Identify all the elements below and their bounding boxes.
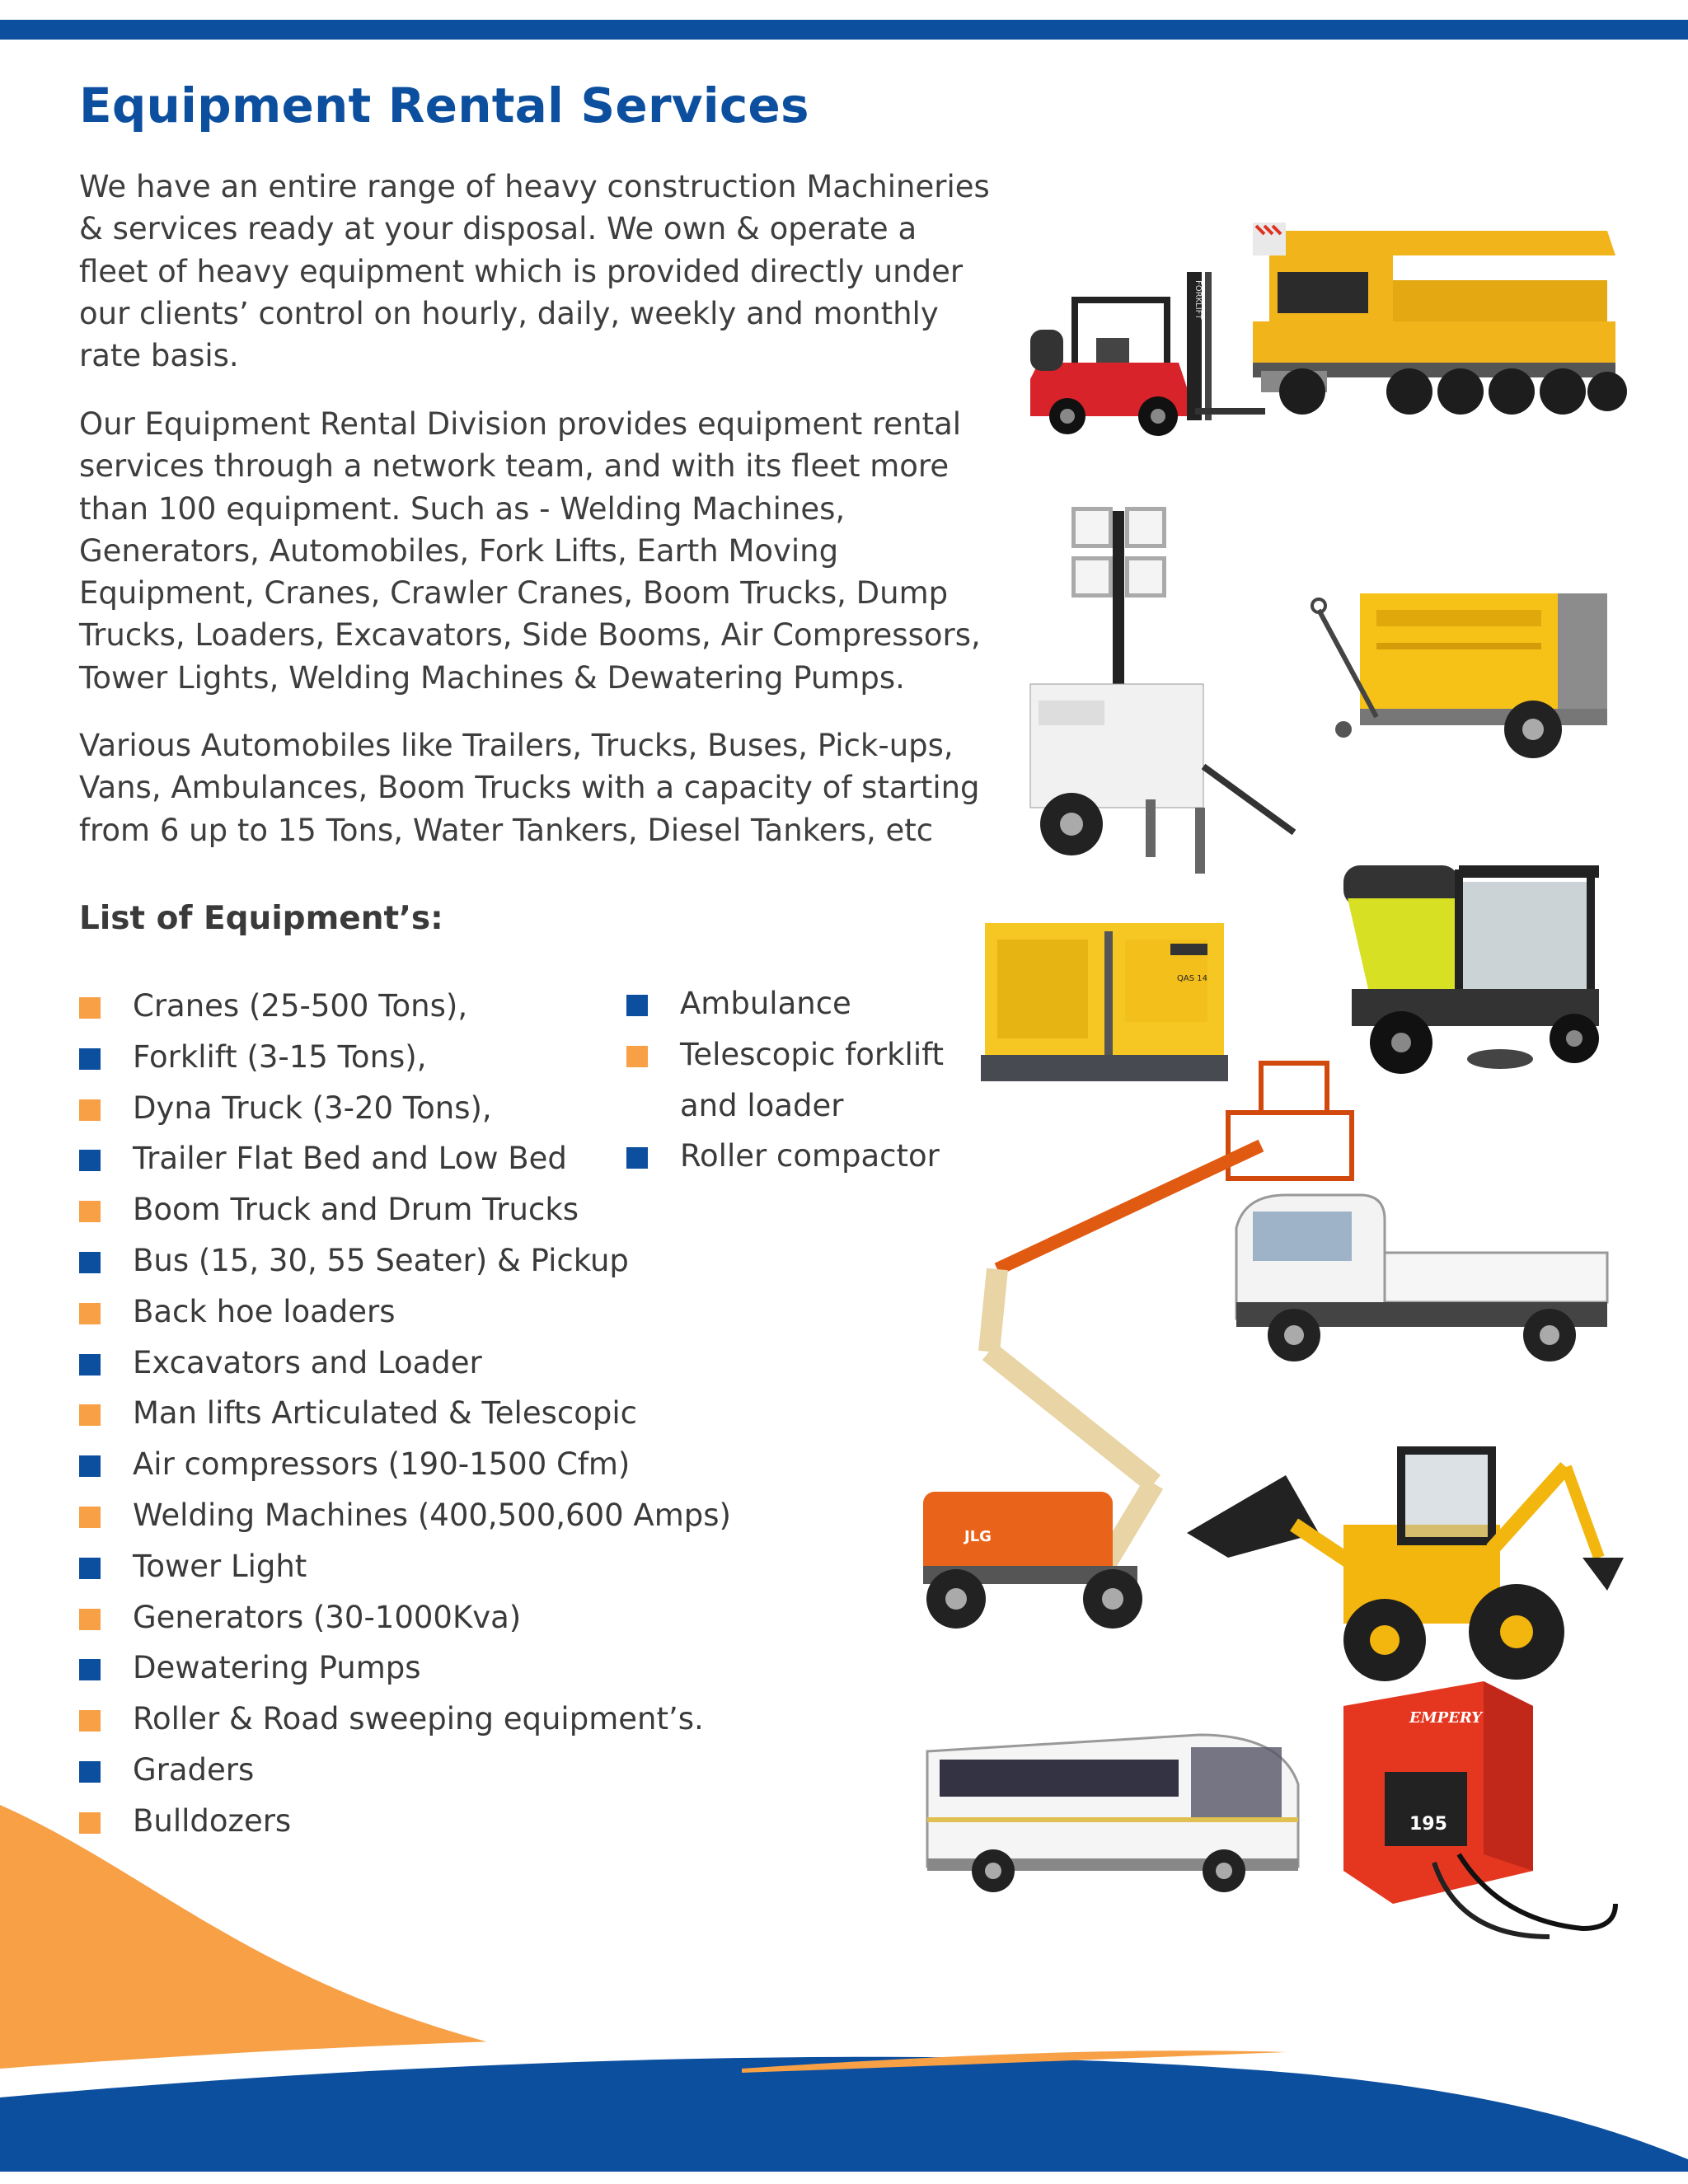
equipment-list-item	[79, 1184, 673, 1235]
equipment-label: Dewatering Pumps	[133, 1650, 421, 1686]
intro-paragraph: We have an entire range of heavy construction Machineries & services ready at your disposal. We own & operate a fleet of heavy equipment which is provided directly under our clients’ control on hourly, daily, weekly and monthly rate basis.	[79, 169, 990, 374]
air-compressor-image	[1311, 552, 1624, 775]
forklift-mast-label: FORKLIFT	[1193, 280, 1203, 320]
equipment-list-item	[626, 978, 989, 1029]
equipment-label: Ambulance	[680, 986, 851, 1021]
welder-brand: EMPERY	[1409, 1709, 1483, 1727]
manlift-brand: JLG	[964, 1528, 992, 1545]
equipment-label: Tower Light	[133, 1548, 307, 1584]
bullet-square-icon	[79, 1404, 101, 1426]
top-accent-bar	[0, 20, 1688, 40]
equipment-label: Man lifts Articulated & Telescopic	[133, 1395, 637, 1432]
equipment-list-left	[79, 981, 731, 1847]
forklift-image	[1022, 264, 1269, 437]
bullet-square-icon	[79, 1710, 101, 1732]
road-sweeper-image	[1335, 849, 1640, 1088]
equipment-list-item	[79, 981, 673, 1032]
equipment-label: Graders	[133, 1751, 255, 1788]
bullet-square-icon	[79, 1558, 101, 1579]
equipment-list-item	[79, 1592, 673, 1643]
light-truck-image	[1228, 1179, 1615, 1376]
generator-badge: QAS 14	[1177, 974, 1207, 983]
tower-light-image	[1022, 494, 1311, 882]
mobile-crane-image	[1245, 198, 1632, 429]
equipment-list-item	[79, 1439, 673, 1490]
bullet-square-icon	[79, 1201, 101, 1222]
bullet-square-icon	[79, 1659, 101, 1680]
equipment-label: Roller compactor	[680, 1138, 940, 1174]
bullet-square-icon	[626, 1147, 648, 1169]
equipment-label: Cranes (25-500 Tons),	[133, 988, 468, 1024]
bullet-square-icon	[79, 1048, 101, 1070]
equipment-label: Air compressors (190-1500 Cfm)	[133, 1446, 631, 1483]
bullet-square-icon	[79, 1252, 101, 1273]
equipment-label: Excavators and Loader	[133, 1344, 482, 1380]
equipment-list-item	[79, 1133, 673, 1184]
bullet-square-icon	[626, 995, 648, 1016]
bullet-square-icon	[79, 1507, 101, 1528]
equipment-label: Back hoe loaders	[133, 1293, 396, 1329]
equipment-list-item	[79, 1490, 731, 1541]
equipment-label: Boom Truck and Drum Trucks	[133, 1192, 579, 1228]
equipment-label: Roller & Road sweeping equipment’s.	[133, 1701, 704, 1737]
equipment-label: Welding Machines (400,500,600 Amps)	[133, 1497, 731, 1533]
bullet-square-icon	[626, 1046, 648, 1067]
backhoe-loader-image	[1179, 1434, 1624, 1698]
equipment-list-item	[79, 1388, 673, 1439]
bullet-square-icon	[79, 1609, 101, 1630]
bullet-square-icon	[79, 1099, 101, 1121]
equipment-list-item	[79, 1338, 673, 1389]
equipment-label: Dyna Truck (3-20 Tons),	[133, 1090, 492, 1126]
equipment-list-item	[79, 1643, 673, 1694]
equipment-label: Forklift (3-15 Tons),	[133, 1038, 427, 1075]
automobiles-paragraph: Various Automobiles like Trailers, Trucks, Buses, Pick-ups, Vans, Ambulances, Boom Trucks with a capacity of starting from 6 up to 15 Tons, Water Tankers, Diesel Tankers, etc	[79, 728, 980, 848]
bullet-square-icon	[79, 1303, 101, 1324]
equipment-label: Bus (15, 30, 55 Seater) & Pickup	[133, 1242, 629, 1278]
page-title: Equipment Rental Services	[79, 77, 809, 134]
equipment-list-item	[79, 1032, 673, 1083]
bullet-square-icon	[79, 997, 101, 1019]
equipment-list-item	[79, 1541, 673, 1592]
equipment-label: Bulldozers	[133, 1802, 292, 1839]
bullet-square-icon	[79, 1455, 101, 1477]
equipment-list-heading: List of Equipment’s:	[79, 900, 443, 937]
equipment-label: Telescopic forklift and loader	[680, 1036, 944, 1123]
equipment-label: Trailer Flat Bed and Low Bed	[133, 1141, 567, 1177]
bullet-square-icon	[79, 1354, 101, 1376]
equipment-label: Generators (30-1000Kva)	[133, 1599, 522, 1635]
equipment-list-item	[79, 1235, 673, 1286]
welder-model: 195	[1409, 1814, 1447, 1835]
equipment-list-item	[79, 1286, 673, 1338]
bottom-wave-decoration	[0, 1772, 1688, 2184]
equipment-list-item	[79, 1694, 704, 1745]
bullet-square-icon	[79, 1150, 101, 1171]
equipment-list-item	[79, 1083, 673, 1134]
division-paragraph: Our Equipment Rental Division provides equipment rental services through a network team, and with its fleet more than 100 equipment. Such as - Welding Machines, Generators, Automobiles, Fork Lifts, Earth Moving Equipment, Cranes, Crawler Cranes, Boom Trucks, Dump Trucks, Loaders, Excavators, Side Booms, Air Compressors, Tower Lights, Welding Machines & Dewatering Pumps.	[79, 406, 981, 696]
